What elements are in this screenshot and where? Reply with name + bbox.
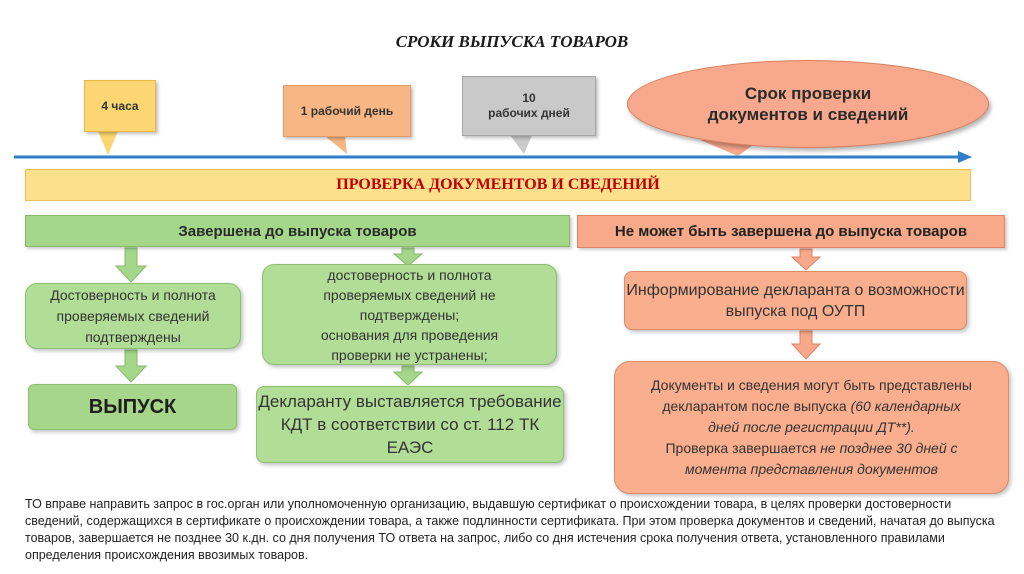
not-confirmed-line2: проверяемых сведений не: [323, 286, 496, 303]
main-check-bar: ПРОВЕРКА ДОКУМЕНТОВ И СВЕДЕНИЙ: [25, 169, 971, 201]
page-title: СРОКИ ВЫПУСКА ТОВАРОВ: [395, 32, 629, 51]
not-confirmed-line4: основания для проведения: [320, 326, 499, 343]
confirmed-text: Достоверность и полнота проверяемых сведений подтверждены: [50, 286, 216, 345]
callout-10-label: рабочих дней: [488, 106, 570, 120]
docs-line3: [708, 417, 915, 438]
footnote: ТО вправе направить запрос в гос.орган или уполномоченную организацию, выдавшую сертификат о происхождении товара, в целях проверки достоверности сведений, содержащихся в сертификате о происхождении товара, а также подлинности сертификата. При этом проверка документов и сведений, начатая до выпуска товаров, завершается не позднее 30 к.дн. со дня получения ТО ответа на запрос, либо со дня истечения срока получения ответа, установленного правилами определения происхождения ввозимых товаров.: [25, 497, 995, 562]
not-confirmed-box: [262, 264, 557, 365]
docs-line4-text: Проверка завершается: [665, 440, 817, 456]
callout-check-period: [627, 60, 989, 148]
callout-10-working-days: [462, 76, 596, 136]
confirmed-box: [25, 283, 241, 349]
cannot-complete-header: Не может быть завершена до выпуска товаров: [577, 215, 1005, 248]
kdt-text: Декларанту выставляется требование КДТ в соответствии со ст. 112 ТК ЕАЭС: [258, 392, 562, 457]
docs-line5-italic: момента представления документов: [684, 461, 938, 477]
timeline-arrowhead: [958, 151, 972, 163]
arrow-down-right-1: [792, 249, 820, 270]
docs-line4-italic: не позднее 30 дней с: [820, 440, 958, 456]
docs-line5: [685, 459, 938, 480]
kdt-requirement-box: [256, 386, 564, 463]
callout-4-hours: 4 часа: [84, 80, 156, 132]
callout-1day-pointer: [325, 136, 347, 154]
callout-10days-pointer: [510, 135, 532, 154]
docs-line3-italic: дней после регистрации ДТ**).: [708, 419, 915, 435]
docs-line2-italic: (60 календарных: [850, 398, 961, 414]
docs-line1: Документы и сведения могут быть представлены: [651, 377, 972, 393]
callout-1-working-day: 1 рабочий день: [283, 85, 411, 137]
not-confirmed-line3: подтверждены;: [359, 306, 460, 323]
inform-text: Информирование декларанта о возможности выпуска под ОУТП: [626, 281, 965, 320]
inform-declarant-box: [624, 271, 967, 330]
callout-10-number: 10: [522, 91, 536, 105]
callout-check-line1: Срок проверки: [744, 84, 872, 103]
callout-check-line2: документов и сведений: [707, 105, 909, 124]
arrow-down-right-2: [792, 331, 820, 359]
callout-4h-pointer: [98, 131, 118, 155]
not-confirmed-line5: проверки не устранены;: [331, 346, 488, 363]
docs-line4: [665, 438, 957, 459]
completed-before-release-header: Завершена до выпуска товаров: [25, 215, 570, 247]
arrow-down-mid-2: [394, 366, 422, 385]
not-confirmed-line1: достоверность и полнота: [327, 266, 492, 283]
arrow-down-left-2: [116, 350, 146, 382]
documents-after-release-box: [614, 361, 1009, 494]
release-box: ВЫПУСК: [28, 384, 237, 430]
docs-line2-text: декларантом после выпуска: [662, 398, 847, 414]
arrow-down-left-1: [116, 248, 146, 282]
docs-line2: [662, 396, 960, 417]
